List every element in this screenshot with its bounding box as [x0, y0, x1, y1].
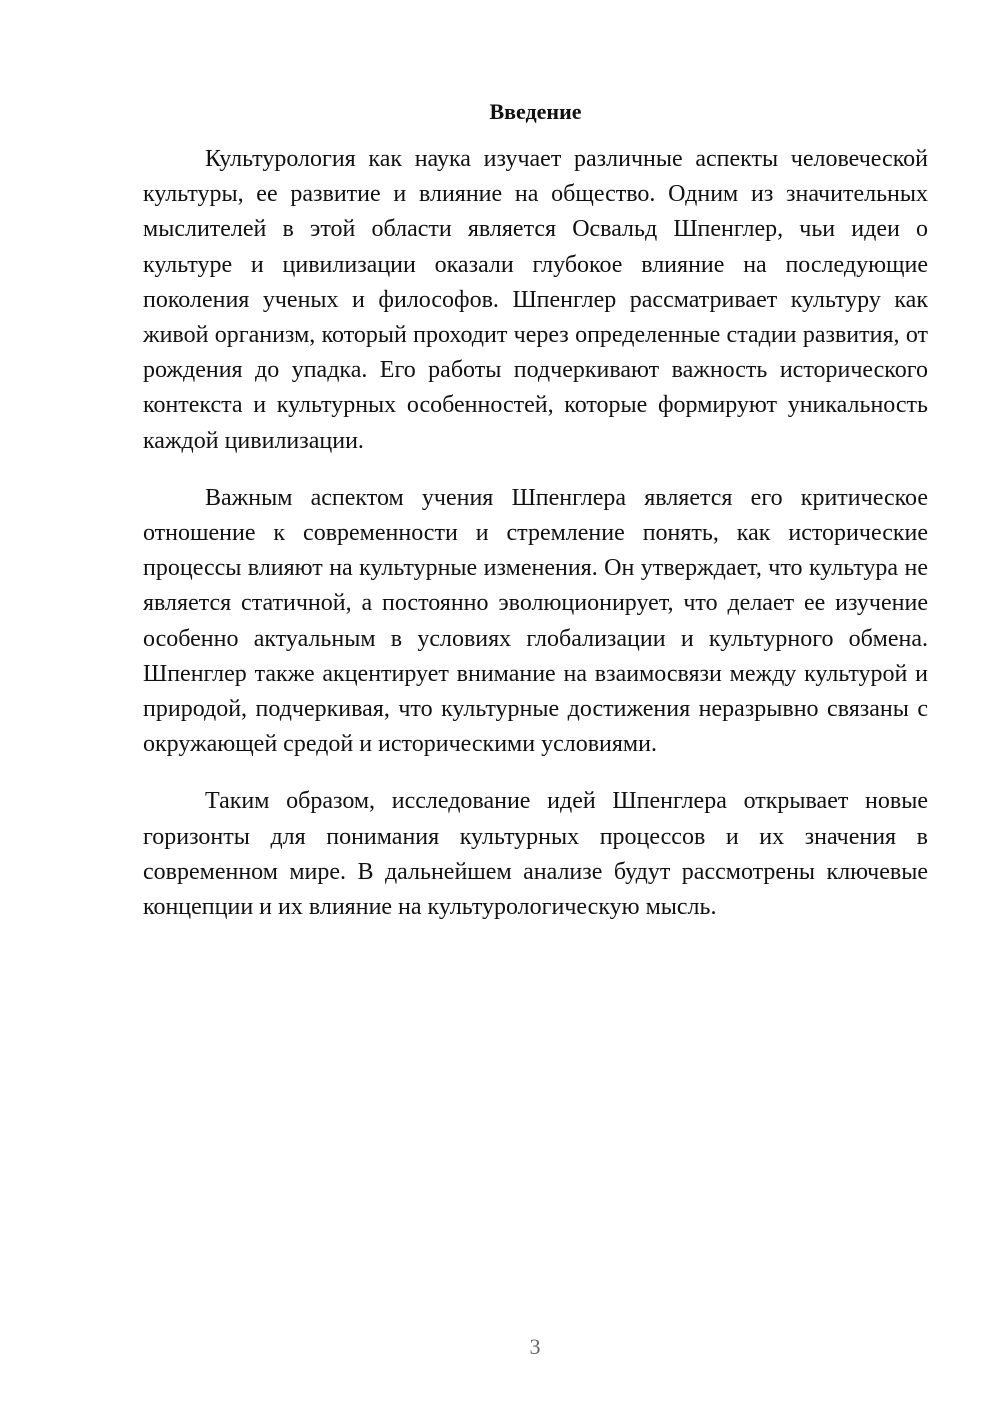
paragraph-1: Культурология как наука изучает различные аспекты человеческой культуры, ее развитие и влияние на общество. Одним из значительных мыслителей в этой области является Освальд Шпенглер, чьи идеи о культуре и цивилизации оказали глубокое влияние на последующие поколения ученых и философов. Шпенглер рассматривает культуру как живой организм, который проходит через определенные стадии развития, от рождения до упадка. Его работы подчеркивают важность исторического контекста и культурных особенностей, которые формируют уникальность каждой цивилизации. [143, 146, 928, 454]
page-number: 3 [529, 1334, 541, 1359]
document-body [143, 142, 928, 925]
paragraph-2: Важным аспектом учения Шпенглера является его критическое отношение к современности и стремление понять, как исторические процессы влияют на культурные изменения. Он утверждает, что культура не является статичной, а постоянно эволюционирует, что делает ее изучение особенно актуальным в условиях глобализации и культурного обмена. Шпенглер также акцентирует внимание на взаимосвязи между культурой и природой, подчеркивая, что культурные достижения неразрывно связаны с окружающей средой и историческими условиями. [143, 484, 928, 758]
page-title: Введение [489, 99, 582, 124]
paragraph-3: Таким образом, исследование идей Шпенглера открывает новые горизонты для понимания культурных процессов и их значения в современном мире. В дальнейшем анализе будут рассмотрены ключевые концепции и их влияние на культурологическую мысль. [143, 788, 928, 921]
